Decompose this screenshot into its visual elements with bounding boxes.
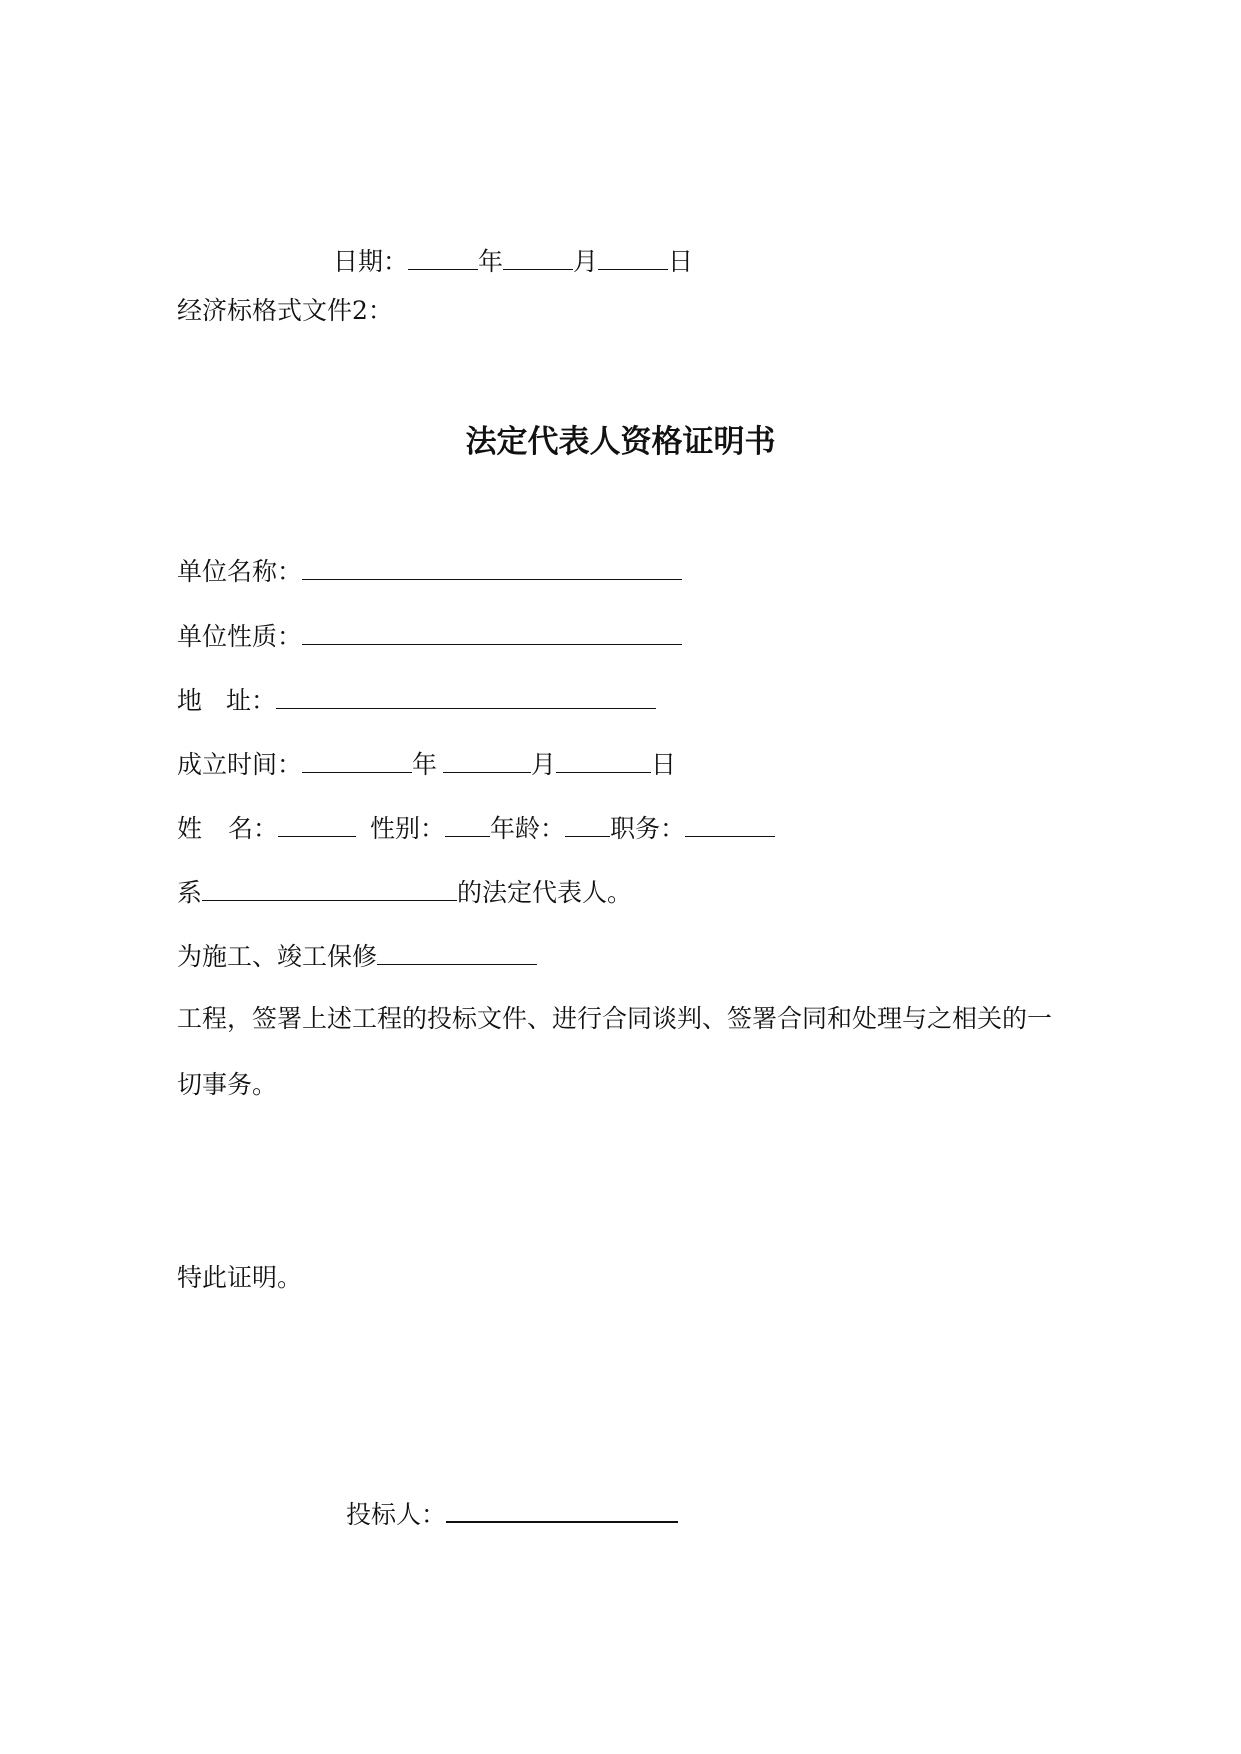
project-prefix: 为施工、竣工保修 [177,942,378,971]
unit-nature-label: 单位性质： [177,622,303,651]
rep-suffix: 的法定代表人。 [457,878,633,907]
address-label-a: 地 [177,686,203,715]
rep-prefix: 系 [177,878,203,907]
address-row [177,682,656,717]
founded-month-label: 月 [531,750,557,779]
founded-month-blank[interactable] [443,746,531,773]
certify-text: 特此证明。 [177,1263,303,1292]
date-year-label: 年 [478,247,504,276]
date-year-blank[interactable] [408,243,478,270]
bidder-signature-blank[interactable] [446,1495,678,1523]
age-blank[interactable] [565,810,610,837]
body-line-1: 工程，签署上述工程的投标文件、进行合同谈判、签署合同和处理与之相关的一 [177,1004,1053,1033]
body-line-2: 切事务。 [177,1070,278,1099]
project-row [177,938,537,973]
unit-nature-row [177,618,682,653]
position-label: 职务： [610,814,686,843]
date-label: 日期： [333,247,409,276]
bidder-row [346,1495,678,1531]
address-blank[interactable] [276,682,656,709]
rep-company-blank[interactable] [202,874,457,901]
founded-row [177,746,676,781]
founded-day-label: 日 [651,750,677,779]
gender-blank[interactable] [445,810,490,837]
position-blank[interactable] [685,810,775,837]
unit-name-label: 单位名称： [177,557,303,586]
project-name-blank[interactable] [377,938,537,965]
name-blank[interactable] [278,810,356,837]
unit-nature-blank[interactable] [302,618,682,645]
document-title: 法定代表人资格证明书 [465,424,776,460]
date-month-label: 月 [573,247,599,276]
date-month-blank[interactable] [503,243,573,270]
founded-year-label: 年 [412,750,438,779]
gender-label: 性别： [370,814,446,843]
address-label-b: 址： [226,686,277,715]
unit-name-row [177,553,682,588]
date-day-blank[interactable] [598,243,668,270]
founded-day-blank[interactable] [556,746,651,773]
founded-year-blank[interactable] [302,746,412,773]
founded-label: 成立时间： [177,750,303,779]
date-day-label: 日 [668,247,694,276]
format-label: 经济标格式文件2： [177,296,393,325]
age-label: 年龄： [490,814,566,843]
bidder-label: 投标人： [346,1500,447,1529]
name-label-b: 名： [228,814,279,843]
unit-name-blank[interactable] [302,553,682,580]
personal-row [177,810,775,845]
date-line [333,243,693,278]
representative-row [177,874,632,909]
name-label-a: 姓 [177,814,203,843]
